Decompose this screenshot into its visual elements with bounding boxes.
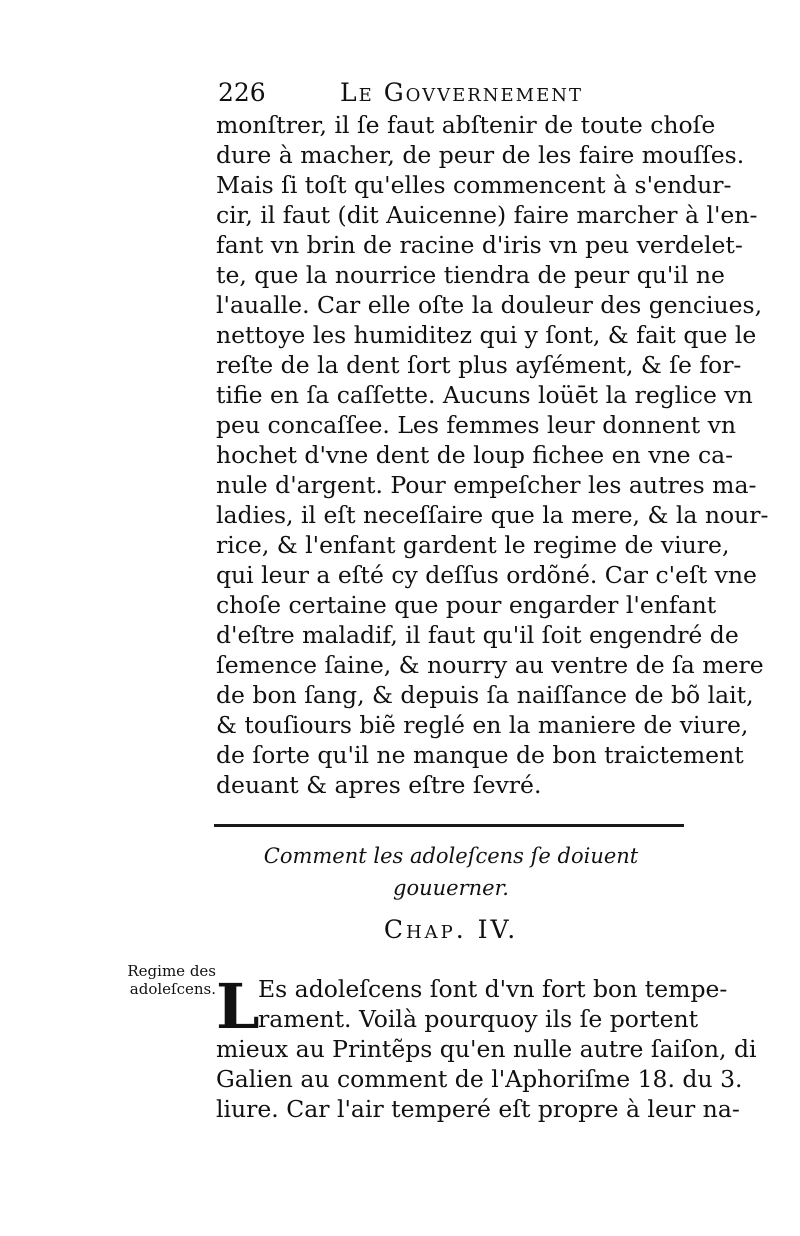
text-line: ſemence ſaine, & nourry au ventre de ſa mere — [216, 651, 764, 679]
chapter-title — [216, 840, 686, 904]
page-number: 226 — [218, 78, 266, 107]
margin-note-line: Regime des — [127, 962, 216, 980]
running-head — [218, 78, 688, 110]
chapter-title-line: Comment les adoleſcens ſe doiuent — [263, 844, 639, 868]
text-line: choſe certaine que pour engarder l'enfant — [216, 591, 717, 619]
text-line: d'eſtre maladif, il faut qu'il ſoit engendré de — [216, 621, 739, 649]
chapter-title-line: gouuerner. — [393, 876, 509, 900]
text-line: nettoye les humiditez qui y ſont, & fait que le — [216, 321, 757, 349]
text-line: de bon ſang, & depuis ſa naiſſance de bõ lait, — [216, 681, 754, 709]
section-divider — [214, 824, 684, 827]
text-line: l'aualle. Car elle oſte la douleur des genciues, — [216, 291, 763, 319]
text-line: mieux au Printẽps qu'en nulle autre ſaiſon, di — [216, 1035, 757, 1063]
text-line: peu concaſſee. Les femmes leur donnent vn — [216, 411, 737, 439]
text-line: de ſorte qu'il ne manque de bon traictement — [216, 741, 744, 769]
text-line: Es adoleſcens ſont d'vn fort bon tempe- — [258, 975, 728, 1003]
text-line: Mais ſi toſt qu'elles commencent à s'endur- — [216, 171, 732, 199]
text-line: ladies, il eſt neceſſaire que la mere, & la nour- — [216, 501, 769, 529]
text-line: Galien au comment de l'Aphoriſme 18. du 3. — [216, 1065, 743, 1093]
text-line: & touſiours biẽ reglé en la maniere de viure, — [216, 711, 749, 739]
text-line: hochet d'vne dent de loup fichee en vne ca- — [216, 441, 734, 469]
chapter-text — [216, 970, 757, 1124]
text-line: fant vn brin de racine d'iris vn peu verdelet- — [216, 231, 743, 259]
text-line: cir, il faut (dit Auicenne) faire marcher à l'en- — [216, 201, 758, 229]
chapter-number: Chap. IV. — [383, 915, 519, 944]
text-line: rament. Voilà pourquoy ils ſe portent — [258, 1005, 699, 1033]
text-line: deuant & apres eſtre ſevré. — [216, 771, 542, 799]
text-line: liure. Car l'air temperé eſt propre à leur na- — [216, 1095, 740, 1123]
margin-note — [118, 962, 216, 998]
text-line: qui leur a eſté cy deſſus ordõné. Car c'eſt vne — [216, 561, 757, 589]
text-line: reſte de la dent ſort plus ayſément, & ſe for- — [216, 351, 742, 379]
text-line: nule d'argent. Pour empeſcher les autres ma- — [216, 471, 757, 499]
margin-note-line: adoleſcens. — [129, 980, 216, 998]
text-line: tifie en ſa caſſette. Aucuns loüēt la reglice vn — [216, 381, 753, 409]
text-line: dure à macher, de peur de les faire mouſſes. — [216, 141, 745, 169]
text-line: rice, & l'enfant gardent le regime de viure, — [216, 531, 730, 559]
body-text — [216, 110, 769, 800]
text-line: monſtrer, il ſe faut abſtenir de toute choſe — [216, 111, 716, 139]
running-title: Le Govvernement — [340, 78, 584, 107]
text-line: te, que la nourrice tiendra de peur qu'il ne — [216, 261, 725, 289]
drop-cap: L — [216, 970, 260, 1043]
